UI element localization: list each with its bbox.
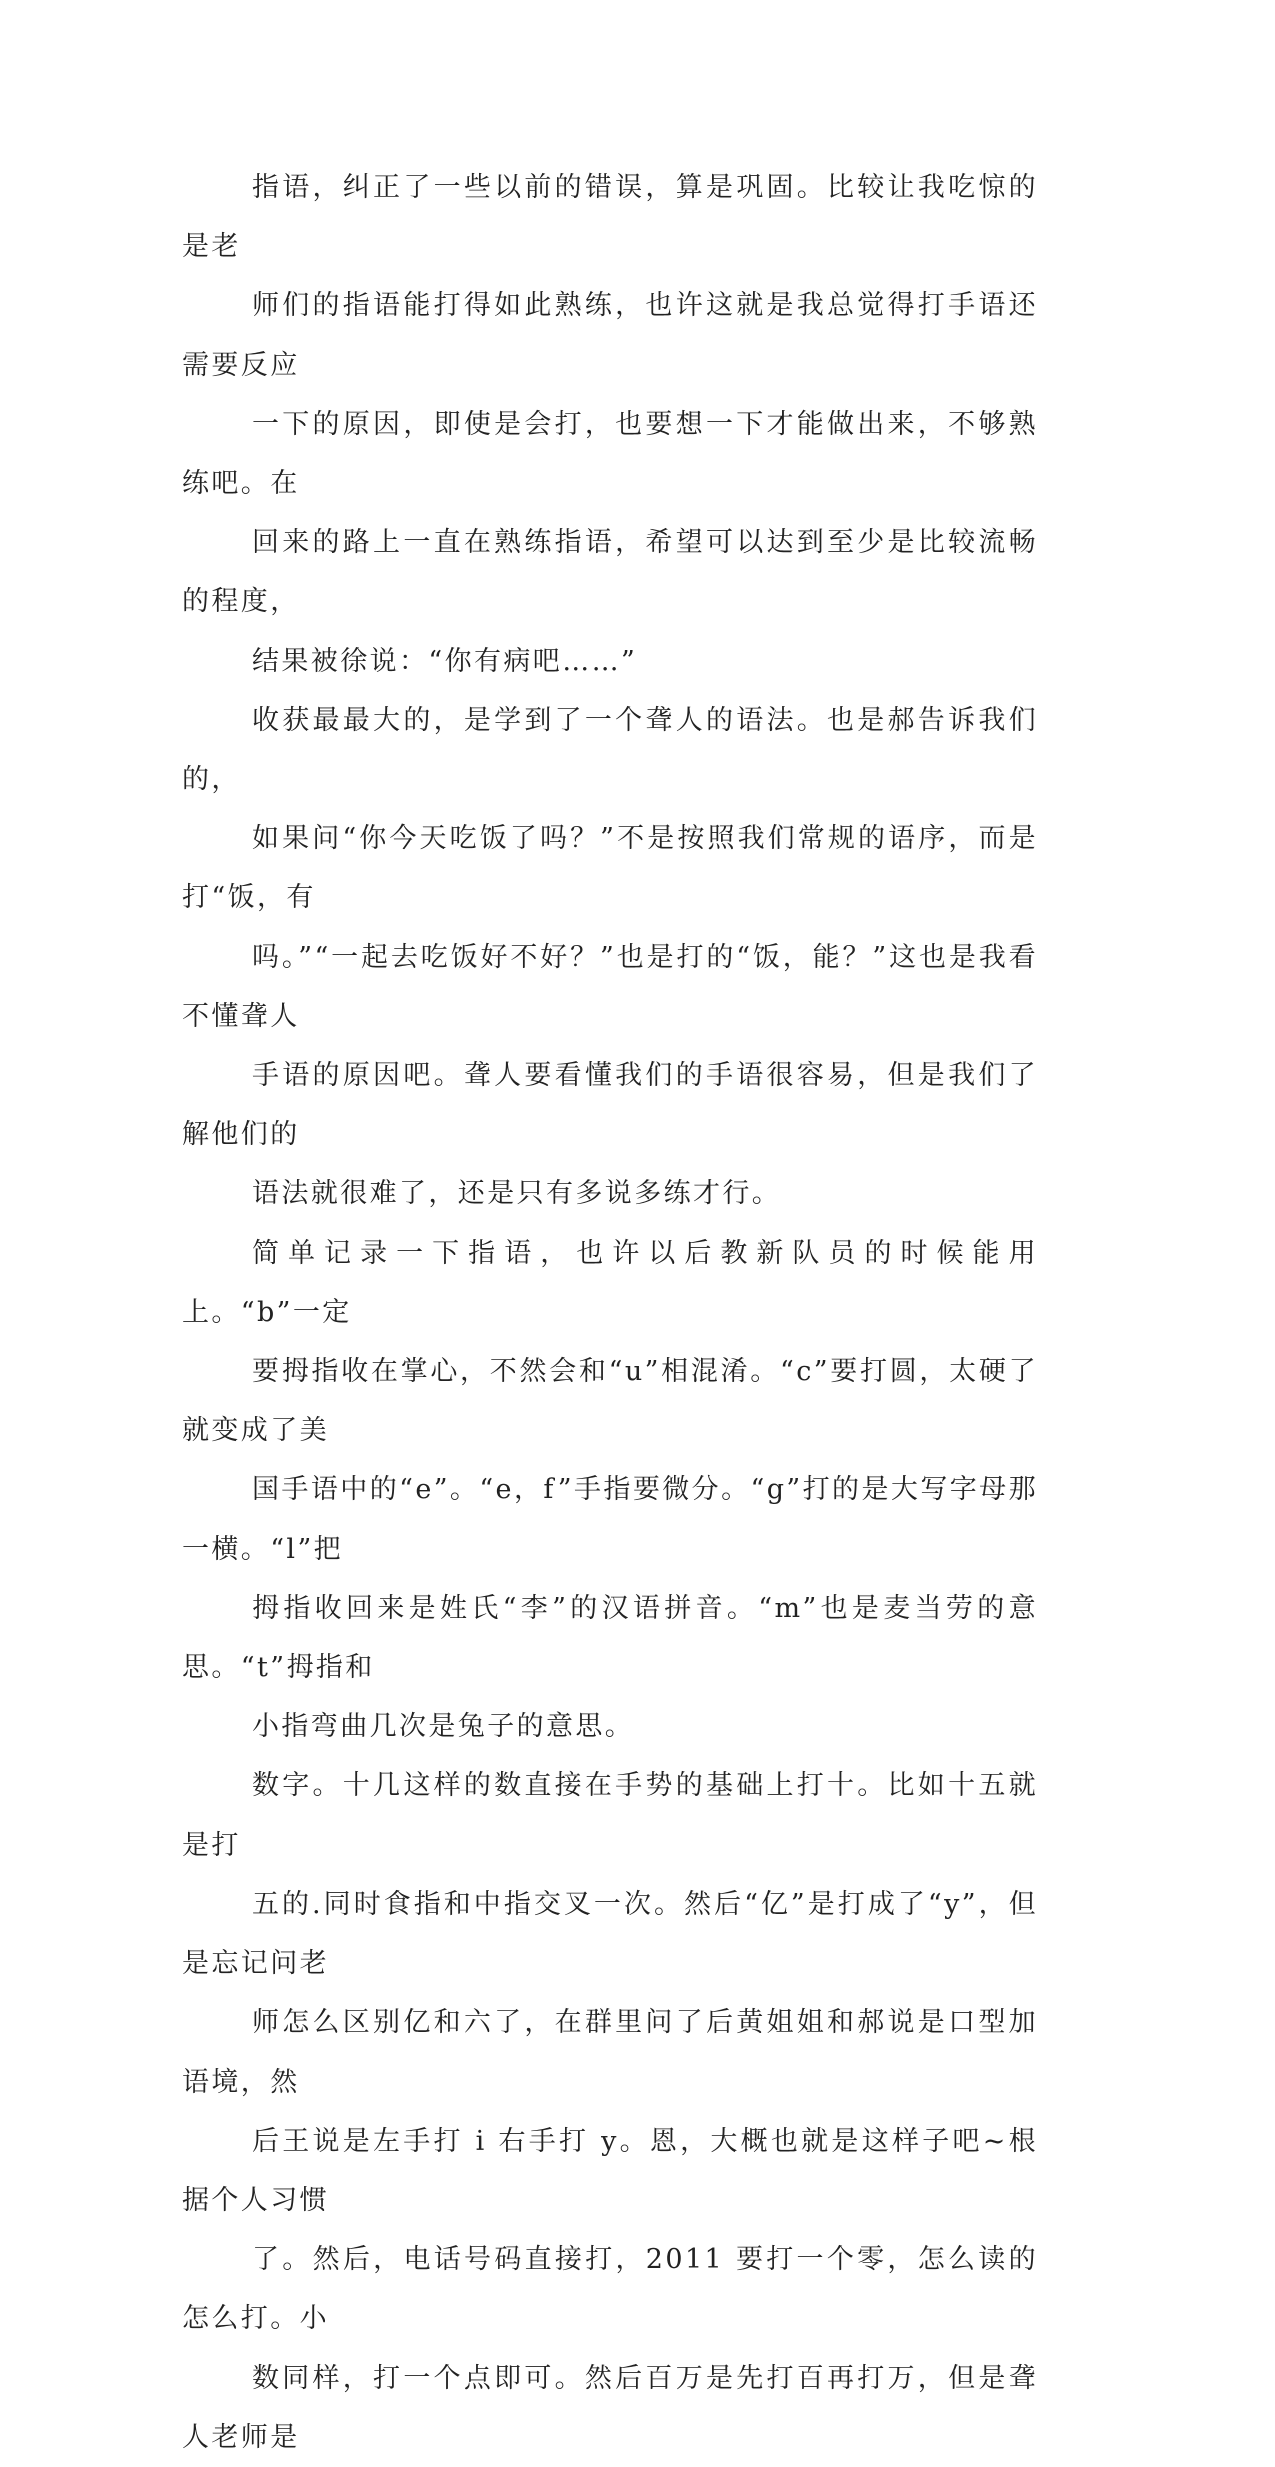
text-line: 结果被徐说：“你有病吧……”: [252, 645, 638, 677]
text-line: 一下的原因，即使是会打，也要想一下才能做出来，不够熟练吧。在: [182, 408, 1038, 500]
text-line: 吗。”“一起去吃饭好不好？”也是打的“饭，能？”这也是我看不懂聋人: [182, 941, 1038, 1032]
text-line: 手语的原因吧。聋人要看懂我们的手语很容易，但是我们了解他们的: [182, 1060, 1038, 1151]
text-line: 简单记录一下指语，也许以后教新队员的时候能用上。“b”一定: [182, 1237, 1038, 1328]
paragraph-deaf-grammar: [182, 691, 1038, 1224]
text-line: 师们的指语能打得如此熟练，也许这就是我总觉得打手语还需要反应: [182, 290, 1038, 381]
text-line: 数同样，打一个点即可。然后百万是先打百再打万，但是聋人老师是: [182, 2362, 1038, 2453]
text-line: 后王说是左手打 i 右手打 y。恩，大概也就是这样子吧~根据个人习惯: [182, 2125, 1038, 2216]
text-line: 如果问“你今天吃饭了吗？”不是按照我们常规的语序，而是打“饭，有: [182, 823, 1038, 914]
text-line: 师怎么区别亿和六了，在群里问了后黄姐姐和郝说是口型加语境，然: [182, 2007, 1038, 2098]
text-line: 收获最最大的，是学到了一个聋人的语法。也是郝告诉我们的，: [182, 704, 1038, 796]
body-text: [182, 158, 1038, 2467]
text-line: 回来的路上一直在熟练指语，希望可以达到至少是比较流畅的程度，: [182, 527, 1038, 618]
text-line: 语法就很难了，还是只有多说多练才行。: [252, 1178, 782, 1210]
paragraph-finger-spelling-practice: [182, 158, 1038, 691]
paragraph-number-signs: [182, 1756, 1038, 2466]
text-line: 要拇指收在掌心，不然会和“u”相混淆。“c”要打圆，太硬了就变成了美: [182, 1356, 1038, 1447]
text-line: 小指弯曲几次是兔子的意思。: [252, 1711, 635, 1743]
text-line: 五的.同时食指和中指交叉一次。然后“亿”是打成了“y”，但是忘记问老: [182, 1888, 1038, 1980]
text-line: 指语，纠正了一些以前的错误，算是巩固。比较让我吃惊的是老: [182, 172, 1038, 263]
text-line: 数字。十几这样的数直接在手势的基础上打十。比如十五就是打: [182, 1770, 1038, 1861]
text-line: 了。然后，电话号码直接打，2011 要打一个零，怎么读的怎么打。小: [182, 2244, 1038, 2335]
text-line: 国手语中的“e”。“e，f”手指要微分。“g”打的是大写字母那一横。“l”把: [182, 1474, 1038, 1565]
text-line: 拇指收回来是姓氏“李”的汉语拼音。“m”也是麦当劳的意思。“t”拇指和: [182, 1592, 1038, 1684]
paragraph-finger-alphabet-notes: [182, 1224, 1038, 1757]
